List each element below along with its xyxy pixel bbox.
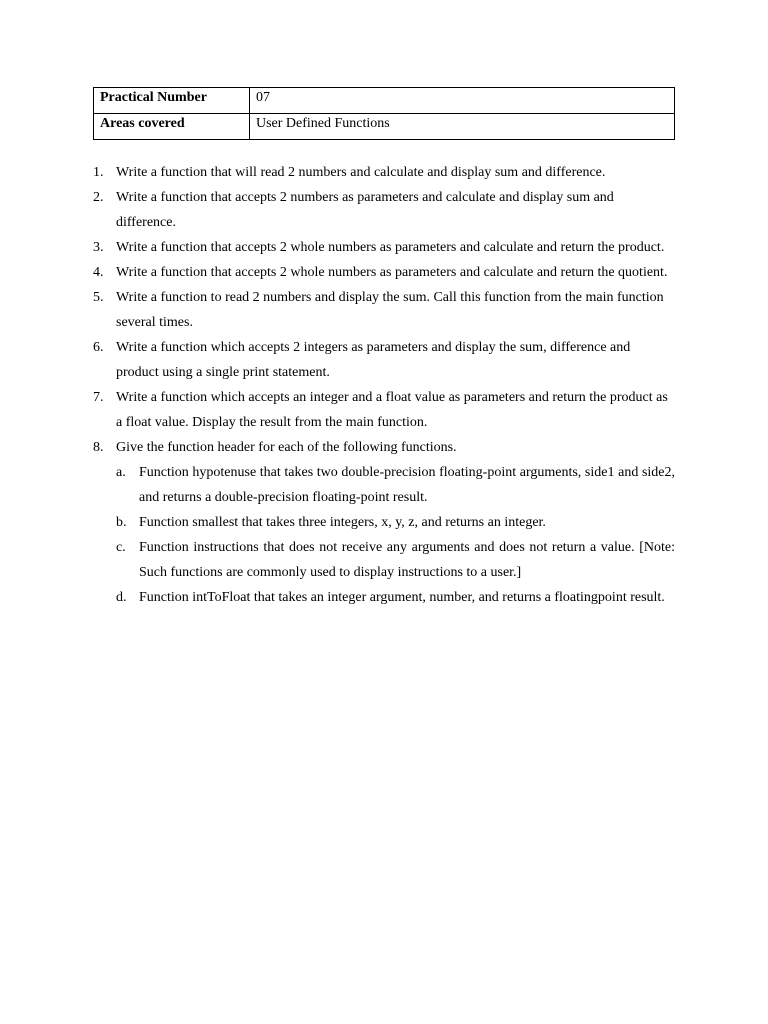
list-item-text: Write a function that accepts 2 whole numbers as parameters and calculate and return the quotient. [116,265,668,280]
sub-list-item [116,585,675,610]
list-item [93,185,675,235]
sub-list-item-letter: c. [116,540,126,555]
practical-info-table [93,87,675,140]
list-item-number: 2. [93,190,104,205]
list-item [93,435,675,610]
list-item-text: Write a function that accepts 2 numbers as parameters and calculate and display sum and difference. [116,190,614,230]
table-row [94,88,675,114]
list-item-number: 1. [93,165,104,180]
list-item-text: Write a function that accepts 2 whole numbers as parameters and calculate and return the product. [116,240,665,255]
list-item-text: Write a function which accepts an integer and a float value as parameters and return the product as a float value. Display the result from the main function. [116,390,668,430]
sub-list-item-text: Function instructions that does not receive any arguments and does not return a value. [Note: Such functions are commonly used to display instructions to a user.] [139,540,675,580]
practical-number-label: Practical Number [94,88,250,114]
list-item-text: Write a function to read 2 numbers and display the sum. Call this function from the main function several times. [116,290,664,330]
list-item-number: 3. [93,240,104,255]
sub-task-list [116,460,675,610]
areas-covered-value: User Defined Functions [250,114,675,140]
list-item-number: 5. [93,290,104,305]
list-item [93,160,675,185]
sub-list-item [116,535,675,585]
table-row [94,114,675,140]
list-item-text: Give the function header for each of the following functions. [116,440,457,455]
list-item [93,235,675,260]
sub-list-item-text: Function smallest that takes three integers, x, y, z, and returns an integer. [139,515,546,530]
areas-covered-label: Areas covered [94,114,250,140]
sub-list-item-letter: d. [116,590,127,605]
sub-list-item-letter: b. [116,515,127,530]
task-list [93,160,675,610]
list-item-text: Write a function which accepts 2 integers as parameters and display the sum, difference and product using a single print statement. [116,340,631,380]
sub-list-item-text: Function intToFloat that takes an integer argument, number, and returns a floatingpoint result. [139,590,665,605]
list-item-number: 7. [93,390,104,405]
sub-list-item-letter: a. [116,465,126,480]
list-item-number: 8. [93,440,104,455]
list-item [93,285,675,335]
list-item [93,335,675,385]
list-item-text: Write a function that will read 2 numbers and calculate and display sum and difference. [116,165,606,180]
sub-list-item [116,460,675,510]
list-item [93,260,675,285]
list-item [93,385,675,435]
sub-list-item-text: Function hypotenuse that takes two double-precision floating-point arguments, side1 and side2, and returns a double-precision floating-point result. [139,465,675,505]
practical-number-value: 07 [250,88,675,114]
list-item-number: 6. [93,340,104,355]
sub-list-item [116,510,675,535]
list-item-number: 4. [93,265,104,280]
